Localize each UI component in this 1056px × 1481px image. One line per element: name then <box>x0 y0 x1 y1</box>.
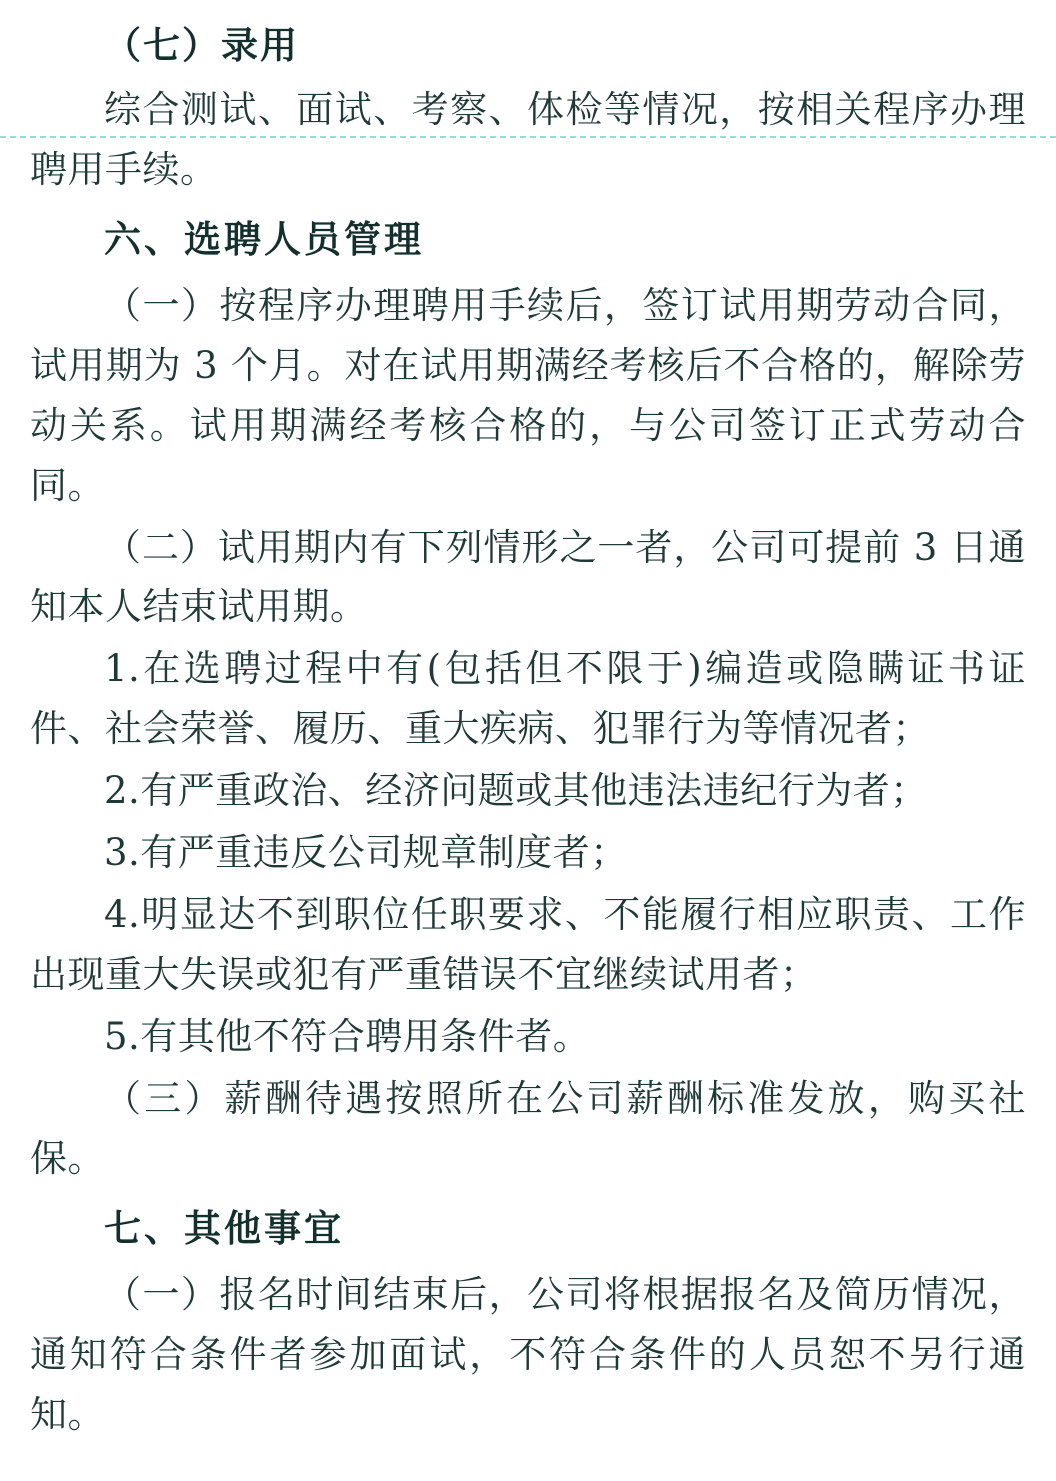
section-title-6-personnel-management: 六、选聘人员管理 <box>104 216 424 261</box>
document-content <box>30 16 1026 1445</box>
section-heading-7-recruitment: （七）录用 <box>104 23 299 67</box>
list-item-3: 3.有严重违反公司规章制度者； <box>104 831 628 875</box>
list-item-5: 5.有其他不符合聘用条件者。 <box>104 1015 591 1058</box>
list-item-4: 4.明显达不到职位任职要求、不能履行相应职责、工作出现重大失误或犯有严重错误不宜继续试用者； <box>30 893 1026 997</box>
list-item-2: 2.有严重政治、经济问题或其他违法违纪行为者； <box>104 769 928 813</box>
paragraph-probation-contract: （一）按程序办理聘用手续后，签订试用期劳动合同，试用期为 3 个月。对在试用期满经考核后不合格的，解除劳动关系。试用期满经考核合格的，与公司签订正式劳动合同。 <box>30 283 1026 507</box>
paragraph-salary-social-insurance: （三）薪酬待遇按照所在公司薪酬标准发放，购买社保。 <box>30 1076 1026 1180</box>
paragraph-hiring-procedure: 综合测试、面试、考察、体检等情况，按相关程序办理聘用手续。 <box>30 87 1026 191</box>
paragraph-notification-after-registration: （一）报名时间结束后，公司将根据报名及简历情况，通知符合条件者参加面试，不符合条件的人员恕不另行通知。 <box>30 1272 1026 1436</box>
section-title-7-other-matters: 七、其他事宜 <box>104 1205 344 1250</box>
paragraph-probation-termination: （二）试用期内有下列情形之一者，公司可提前 3 日通知本人结束试用期。 <box>30 525 1026 629</box>
page-divider-dashed-line <box>0 136 1056 138</box>
list-item-1: 1.在选聘过程中有(包括但不限于)编造或隐瞒证书证件、社会荣誉、履历、重大疾病、犯罪行为等情况者； <box>30 647 1026 751</box>
